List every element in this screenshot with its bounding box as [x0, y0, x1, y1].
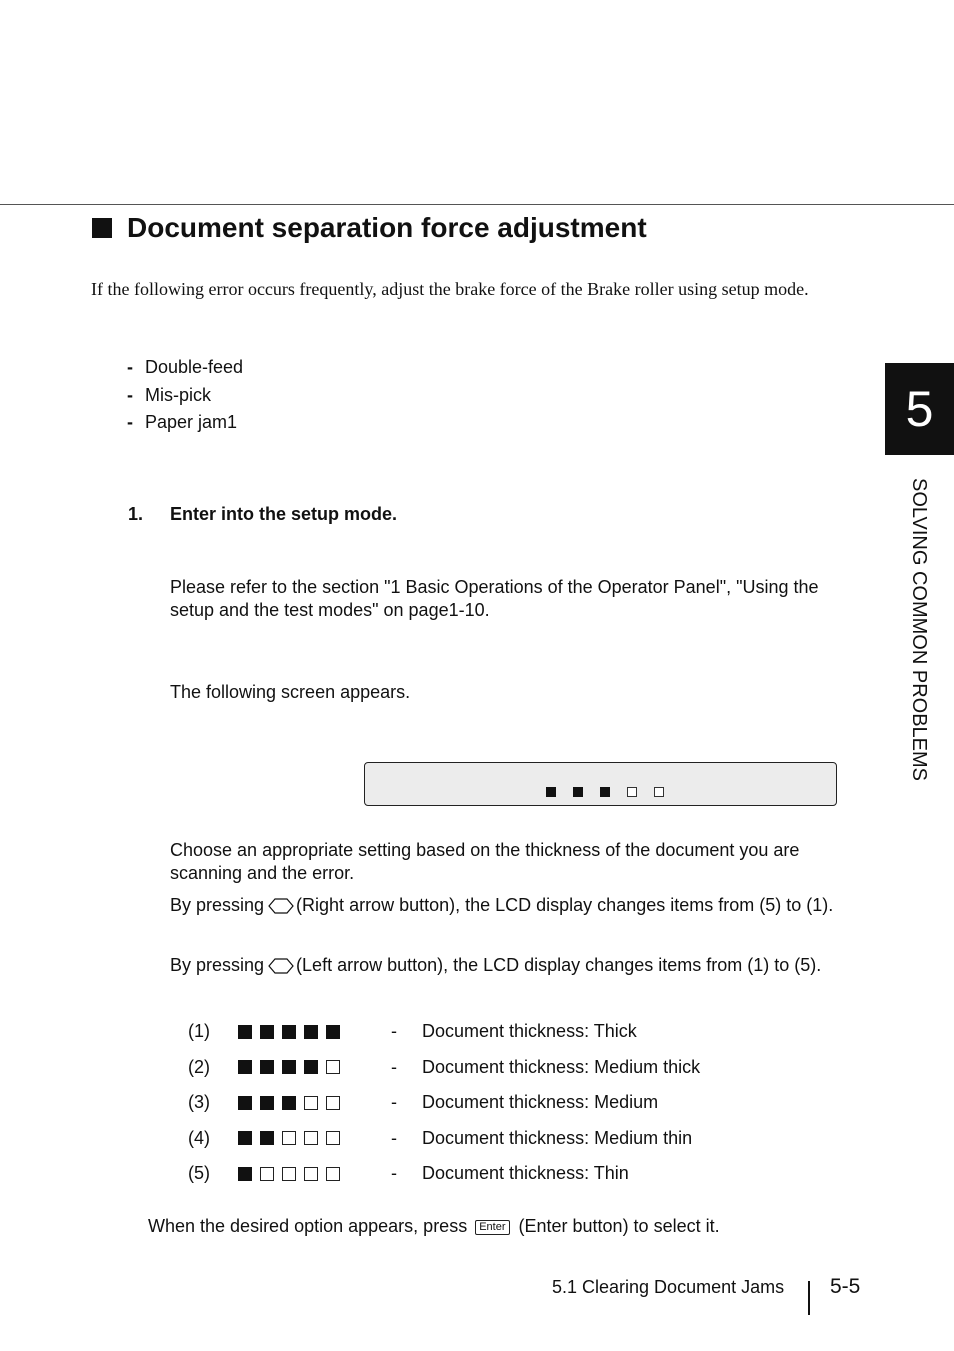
filled-square-icon [282, 1025, 296, 1039]
empty-square-icon [260, 1167, 274, 1181]
section-heading [92, 212, 647, 244]
chapter-number: 5 [905, 381, 934, 437]
list-item [188, 1121, 700, 1157]
list-item: - Mis-pick [127, 384, 211, 405]
option-description: Document thickness: Medium [422, 1092, 659, 1113]
thickness-level-indicator [238, 1060, 391, 1074]
footer-divider [808, 1281, 810, 1315]
enter-key-icon: Enter [475, 1220, 509, 1235]
option-description: Document thickness: Thin [422, 1163, 629, 1184]
black-square-icon [92, 218, 112, 238]
error-item-label: Paper jam1 [145, 412, 238, 432]
empty-square-icon [304, 1167, 318, 1181]
thickness-level-indicator [238, 1096, 391, 1110]
top-rule [0, 204, 954, 205]
intro-paragraph: If the following error occurs frequently, adjust the brake force of the Brake roller using setup mode. [91, 279, 809, 299]
left-arrow-button-icon [268, 958, 294, 974]
empty-square-icon [282, 1167, 296, 1181]
step-title: Enter into the setup mode. [170, 504, 398, 524]
option-number: (1) [188, 1021, 210, 1042]
error-item-label: Double-feed [145, 357, 244, 377]
thickness-level-indicator [238, 1131, 391, 1145]
filled-square-icon [304, 1060, 318, 1074]
step-heading [128, 504, 397, 525]
option-number: (3) [188, 1092, 210, 1113]
footer-section-title: 5.1 Clearing Document Jams [552, 1277, 785, 1297]
page-number: 5-5 [830, 1275, 861, 1298]
right-arrow-button-icon [268, 898, 294, 914]
error-list [127, 354, 243, 437]
option-number: (5) [188, 1163, 210, 1184]
option-number: (2) [188, 1056, 210, 1077]
right-arrow-paragraph: By pressing (Right arrow button), the LCD display changes items from (5) to (1). [170, 895, 834, 915]
error-item-label: Mis-pick [145, 384, 211, 405]
thickness-level-indicator [238, 1025, 391, 1039]
filled-square-icon [260, 1096, 274, 1110]
empty-square-icon [326, 1167, 340, 1181]
empty-square-icon [326, 1131, 340, 1145]
reference-paragraph: Please refer to the section "1 Basic Operations of the Operator Panel", "Using the setup and the test modes" on page1-10. [170, 577, 819, 620]
filled-square-icon [238, 1060, 252, 1074]
filled-square-icon [260, 1060, 274, 1074]
thickness-level-indicator [238, 1167, 391, 1181]
chapter-tab [885, 363, 954, 455]
option-number: (4) [188, 1127, 210, 1148]
filled-square-icon [260, 1131, 274, 1145]
list-item [188, 1085, 700, 1121]
empty-square-icon [654, 787, 664, 797]
lcd-level-indicators [546, 787, 681, 797]
option-description: Document thickness: Medium thick [422, 1056, 701, 1077]
list-item: - Paper jam1 [127, 412, 238, 432]
filled-square-icon [238, 1167, 252, 1181]
filled-square-icon [238, 1096, 252, 1110]
empty-square-icon [304, 1131, 318, 1145]
step-number: 1. [128, 504, 144, 524]
section-heading-text: Document separation force adjustment [127, 212, 647, 243]
empty-square-icon [326, 1060, 340, 1074]
thickness-options [188, 1014, 700, 1192]
option-description: Document thickness: Thick [422, 1021, 637, 1042]
option-dash: - [391, 1021, 397, 1042]
filled-square-icon [326, 1025, 340, 1039]
empty-square-icon [627, 787, 637, 797]
filled-square-icon [282, 1060, 296, 1074]
choose-paragraph: Choose an appropriate setting based on the thickness of the document you are scanning and the error. [170, 840, 800, 883]
filled-square-icon [238, 1131, 252, 1145]
filled-square-icon [546, 787, 556, 797]
final-instruction: When the desired option appears, press Enter (Enter button) to select it. [148, 1216, 720, 1236]
left-arrow-paragraph: By pressing (Left arrow button), the LCD display changes items from (1) to (5). [170, 955, 822, 975]
list-item [188, 1014, 700, 1050]
filled-square-icon [304, 1025, 318, 1039]
filled-square-icon [260, 1025, 274, 1039]
list-item [188, 1156, 700, 1192]
empty-square-icon [304, 1096, 318, 1110]
list-item: - Double-feed [127, 357, 244, 377]
filled-square-icon [600, 787, 610, 797]
lcd-display [364, 762, 837, 806]
option-dash: - [391, 1163, 397, 1184]
screen-appears-text: The following screen appears. [170, 682, 411, 702]
filled-square-icon [573, 787, 583, 797]
option-dash: - [391, 1056, 397, 1077]
empty-square-icon [282, 1131, 296, 1145]
list-item [188, 1050, 700, 1086]
option-dash: - [391, 1092, 397, 1113]
option-dash: - [391, 1127, 397, 1148]
option-description: Document thickness: Medium thin [422, 1127, 693, 1148]
empty-square-icon [326, 1096, 340, 1110]
chapter-side-label: SOLVING COMMON PROBLEMS [908, 478, 930, 782]
filled-square-icon [238, 1025, 252, 1039]
filled-square-icon [282, 1096, 296, 1110]
